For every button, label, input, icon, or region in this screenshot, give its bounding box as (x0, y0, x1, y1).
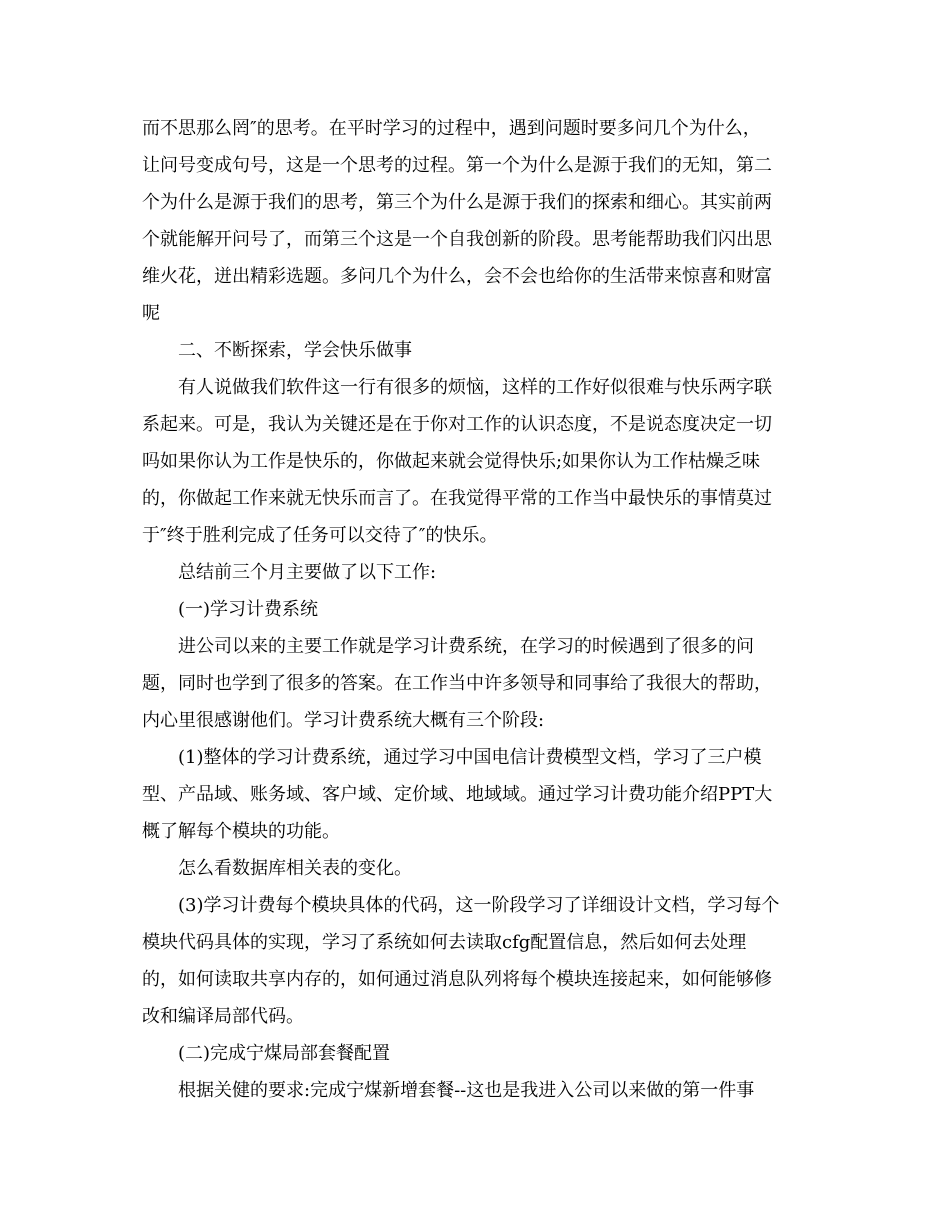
paragraph-line: 维火花，迸出精彩选题。多问几个为什么，会不会也给你的生活带来惊喜和财富 (142, 266, 772, 287)
section-title: (二)完成宁煤局部套餐配置 (178, 1043, 391, 1064)
stage-line: (3)学习计费每个模块具体的代码，这一阶段学习了详细设计文档，学习每个 (178, 895, 780, 916)
section-title: (一)学习计费系统 (178, 599, 319, 620)
paragraph-line: 内心里很感谢他们。学习计费系统大概有三个阶段: (142, 710, 545, 731)
summary-intro: 总结前三个月主要做了以下工作: (178, 562, 437, 583)
paragraph-line: 系起来。可是，我认为关键还是在于你对工作的认识态度，不是说态度决定一切 (142, 414, 772, 435)
stage-line: 型、产品域、账务域、客户域、定价域、地域域。通过学习计费功能介绍PPT大 (142, 784, 773, 805)
paragraph-line: 的，你做起工作来就无快乐而言了。在我觉得平常的工作当中最快乐的事情莫过 (142, 488, 772, 509)
paragraph-line: 根据关健的要求:完成宁煤新增套餐--这也是我进入公司以来做的第一件事 (178, 1080, 755, 1101)
paragraph-line: 个就能解开问号了，而第三个这是一个自我创新的阶段。思考能帮助我们闪出思 (142, 229, 772, 250)
paragraph-line: 题，同时也学到了很多的答案。在工作当中许多领导和同事给了我很大的帮助， (142, 673, 772, 694)
stage-line: 改和编译局部代码。 (142, 1006, 304, 1027)
section-heading: 二、不断探索，学会快乐做事 (178, 340, 412, 361)
paragraph-line: 吗如果你认为工作是快乐的，你做起来就会觉得快乐;如果你认为工作枯燥乏味 (142, 451, 761, 472)
paragraph-line: 呢 (142, 303, 160, 324)
stage-line: 的，如何读取共享内存的，如何通过消息队列将每个模块连接起来，如何能够修 (142, 969, 772, 990)
stage-line: 怎么看数据库相关表的变化。 (178, 858, 412, 879)
stage-line: 模块代码具体的实现，学习了系统如何去读取cfg配置信息，然后如何去处理 (142, 932, 747, 953)
paragraph-line: 而不思那么罔″的思考。在平时学习的过程中，遇到问题时要多问几个为什么， (142, 118, 761, 139)
paragraph-line: 个为什么是源于我们的思考，第三个为什么是源于我们的探索和细心。其实前两 (142, 192, 772, 213)
paragraph-line: 于″终于胜利完成了任务可以交待了″的快乐。 (142, 525, 498, 546)
paragraph-line: 进公司以来的主要工作就是学习计费系统，在学习的时候遇到了很多的问 (178, 636, 754, 657)
paragraph-line: 让问号变成句号，这是一个思考的过程。第一个为什么是源于我们的无知，第二 (142, 155, 772, 176)
stage-line: (1)整体的学习计费系统，通过学习中国电信计费模型文档，学习了三户模 (178, 747, 762, 768)
stage-line: 概了解每个模块的功能。 (142, 821, 340, 842)
paragraph-line: 有人说做我们软件这一行有很多的烦恼，这样的工作好似很难与快乐两字联 (178, 377, 772, 398)
